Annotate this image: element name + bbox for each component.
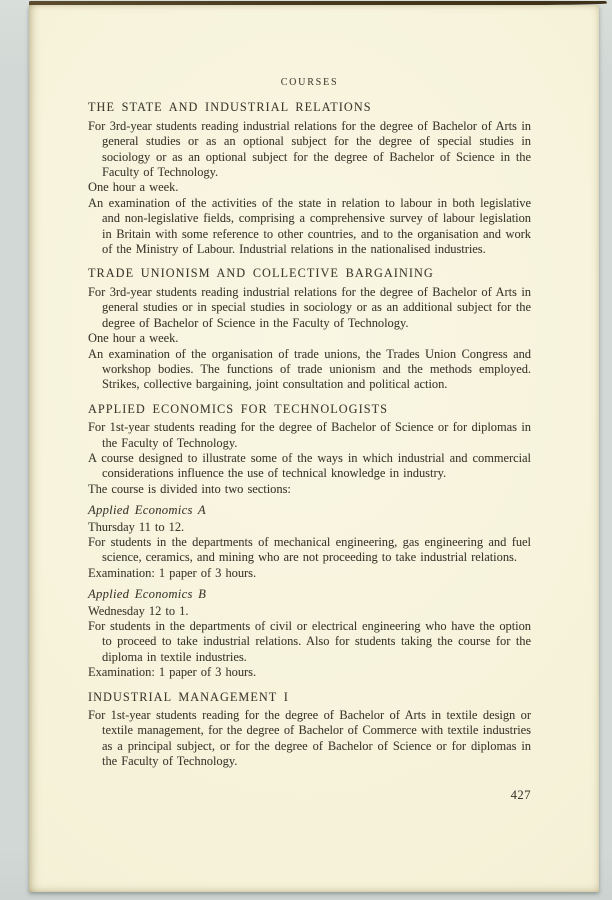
syllabus-paragraph: An examination of the organisation of trade unions, the Trades Union Congress and workshop bodies. The functions of trade unionism and the methods employed. Strikes, collective bargaining, joint consultation and political action. [88,346,531,392]
sections-intro-line: The course is divided into two sections: [88,481,291,496]
examination-line: Examination: 1 paper of 3 hours. [88,665,257,680]
audience-paragraph: For students in the departments of mechanical engineering, gas engineering and fuel science, ceramics, and mining who are not proceeding to take industrial relations. [88,534,531,565]
course-description-paragraph: A course designed to illustrate some of the ways in which industrial and commercial considerations influence the use of technical knowledge in industry. [88,450,531,481]
audience-paragraph: For students in the departments of civil or electrical engineering who have the option to proceed to take industrial relations. Also for students taking the course for the diploma in textile industries. [88,619,531,664]
syllabus-paragraph: An examination of the activities of the state in relation to labour in both legislative and non-legislative fields, comprising a comprehensive survey of labour legislation in Britain with some reference to other countries, and to the organisation and work of the Ministry of Labour. Industrial relations in the nationalised industries. [88,195,531,257]
section-heading-industrial-management-i: INDUSTRIAL MANAGEMENT I [88,689,289,704]
section-heading-applied-economics: APPLIED ECONOMICS FOR TECHNOLOGISTS [88,401,389,416]
text-column [88,75,531,803]
subsection-title-applied-economics-b: Applied Economics B [88,587,207,602]
audience-paragraph: For 3rd-year students reading industrial relations for the degree of Bachelor of Arts in general studies or in special studies in sociology or as an additional subject for the degree of Bachelor of Science in the Faculty of Technology. [88,284,531,330]
audience-paragraph: For 1st-year students reading for the degree of Bachelor of Science or for diplomas in the Faculty of Technology. [88,420,531,450]
schedule-line: Thursday 11 to 12. [88,519,185,534]
running-header: COURSES [280,77,339,88]
hours-line: One hour a week. [88,331,179,346]
section-heading-state-and-industrial-relations: THE STATE AND INDUSTRIAL RELATIONS [88,100,372,115]
hours-line: One hour a week. [88,180,179,195]
audience-paragraph: For 3rd-year students reading industrial relations for the degree of Bachelor of Arts in general studies or as an optional subject for the degree of special studies in sociology or as an optional subject for the degree of Bachelor of Science in the Faculty of Technology. [88,118,531,180]
section-heading-trade-unionism: TRADE UNIONISM AND COLLECTIVE BARGAINING [88,266,434,281]
scan-page [29,5,599,892]
audience-paragraph: For 1st-year students reading for the degree of Bachelor of Arts in textile design or textile management, for the degree of Bachelor of Commerce with textile industries as a principal subject, or for the degree of Bachelor of Science or for diplomas in the Faculty of Technology. [88,708,531,769]
examination-line: Examination: 1 paper of 3 hours. [88,565,257,580]
schedule-line: Wednesday 12 to 1. [88,603,189,618]
subsection-title-applied-economics-a: Applied Economics A [88,503,206,518]
page-number: 427 [510,787,531,802]
